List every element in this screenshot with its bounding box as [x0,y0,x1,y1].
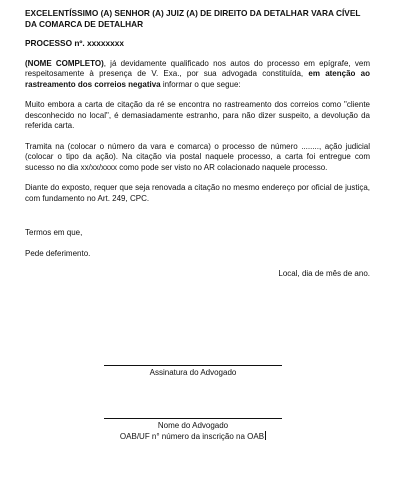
place-date: Local, dia de mês de ano. [278,269,370,278]
cut-off-text-line [25,492,370,500]
paragraph-process-reference: Tramita na (colocar o número da vara e comarca) o processo de número ........, ação judicial (colocar o tipo da ação). Na citação via postal naquele processo, a carta foi entregue com sucesso no dia xx/xx/xxxx como pode ser visto no AR colacionado naquele processo. [25,141,370,172]
signature-line-lawyer [104,365,282,378]
oab-number-label[interactable]: OAB/UF n° número da inscrição na OAB [119,432,265,441]
lawyer-name-label: Nome do Advogado [157,421,229,430]
document-body [25,8,370,280]
paragraph-request: Diante do exposto, requer que seja renovada a citação no mesmo endereço por oficial de justiça, com fundamento no Art. 249, CPC. [25,183,370,203]
paragraph-intro [25,59,370,91]
text-cursor [265,431,266,440]
intro-text-b: informar o que segue: [160,79,241,89]
party-name: (NOME COMPLETO) [25,58,104,68]
process-number: PROCESSO nº. xxxxxxxx [25,38,124,48]
intro-text-a: , já devidamente qualificado nos autos do processo em epígrafe, vem respeitosamente à presença de V. Exa., por sua advogada constituída, [25,58,370,78]
signature-label: Assinatura do Advogado [149,368,237,377]
signature-block-name [104,418,282,442]
intro-emphasis: em atenção ao rastreamento dos correios negativa [25,69,371,89]
paragraph-tracking: Muito embora a carta de citação da ré se encontra no rastreamento dos correios como "cliente desconhecido no local", é demasiadamente estranho, para não dizer suspeito, a devolução da referida carta. [25,100,370,130]
document-heading: EXCELENTÍSSIMO (A) SENHOR (A) JUIZ (A) DE DIREITO DA DETALHAR VARA CÍVEL DA COMARCA DE DETALHAR [25,8,361,29]
closing-request: Pede deferimento. [25,248,91,258]
cut-off-text [25,492,370,496]
closing-terms: Termos em que, [25,228,83,237]
